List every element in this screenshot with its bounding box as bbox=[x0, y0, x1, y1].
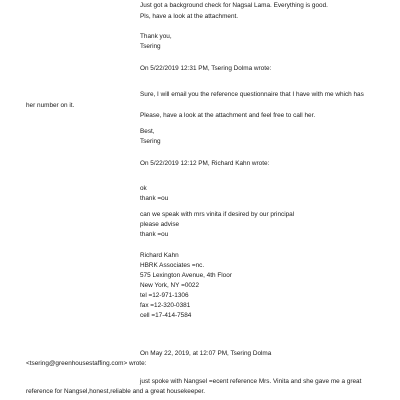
reply-line-2: Pls, have a look at the attachment. bbox=[140, 13, 239, 20]
quote-header-3a: On May 22, 2019, at 12:07 PM, Tsering Dolma bbox=[140, 350, 272, 357]
message-3-line-1b: reference for Nangsel,honest,reliable and a great housekeeper. bbox=[26, 388, 206, 395]
signature-company: HBRK Associates =nc. bbox=[140, 262, 205, 269]
message-2-line-5: thank =ou bbox=[140, 231, 169, 238]
signature-fax: fax =12-320-0381 bbox=[140, 302, 191, 309]
signature-cell: cell =17-414-7584 bbox=[140, 312, 192, 319]
message-1-line-2: Please, have a look at the attachment and feel free to call her. bbox=[140, 112, 316, 119]
message-3-line-1a: just spoke with Nangsel =ecent reference Mrs. Vinita and she gave me a great bbox=[140, 378, 362, 385]
signature-address-2: New York, NY =0022 bbox=[140, 282, 200, 289]
message-1-line-1a: Sure, I will email you the reference questionnaire that I have with me which has bbox=[140, 91, 364, 98]
reply-signoff: Thank you, bbox=[140, 33, 172, 40]
message-1-signoff: Best, bbox=[140, 128, 155, 135]
signature-address-1: 575 Lexington Avenue, 4th Floor bbox=[140, 272, 232, 279]
quote-header-3b: <tsering@greenhousestaffing.com> wrote: bbox=[26, 360, 147, 367]
message-2-line-2: thank =ou bbox=[140, 195, 169, 202]
signature-tel: tel =12-971-1306 bbox=[140, 292, 189, 299]
reply-line-1: Just got a background check for Nagsal Lama. Everything is good. bbox=[140, 2, 328, 9]
message-2-line-3: can we speak with mrs vinita if desired by our principal bbox=[140, 211, 295, 218]
message-1-line-1b: her number on it. bbox=[26, 102, 75, 109]
quote-header-1: On 5/22/2019 12:31 PM, Tsering Dolma wrote: bbox=[140, 65, 272, 72]
signature-name: Richard Kahn bbox=[140, 252, 179, 259]
message-2-line-1: ok bbox=[140, 185, 147, 192]
message-1-signature: Tsering bbox=[140, 138, 161, 145]
reply-signature: Tsering bbox=[140, 43, 161, 50]
message-2-line-4: please advise bbox=[140, 221, 180, 228]
quote-header-2: On 5/22/2019 12:12 PM, Richard Kahn wrote: bbox=[140, 160, 270, 167]
